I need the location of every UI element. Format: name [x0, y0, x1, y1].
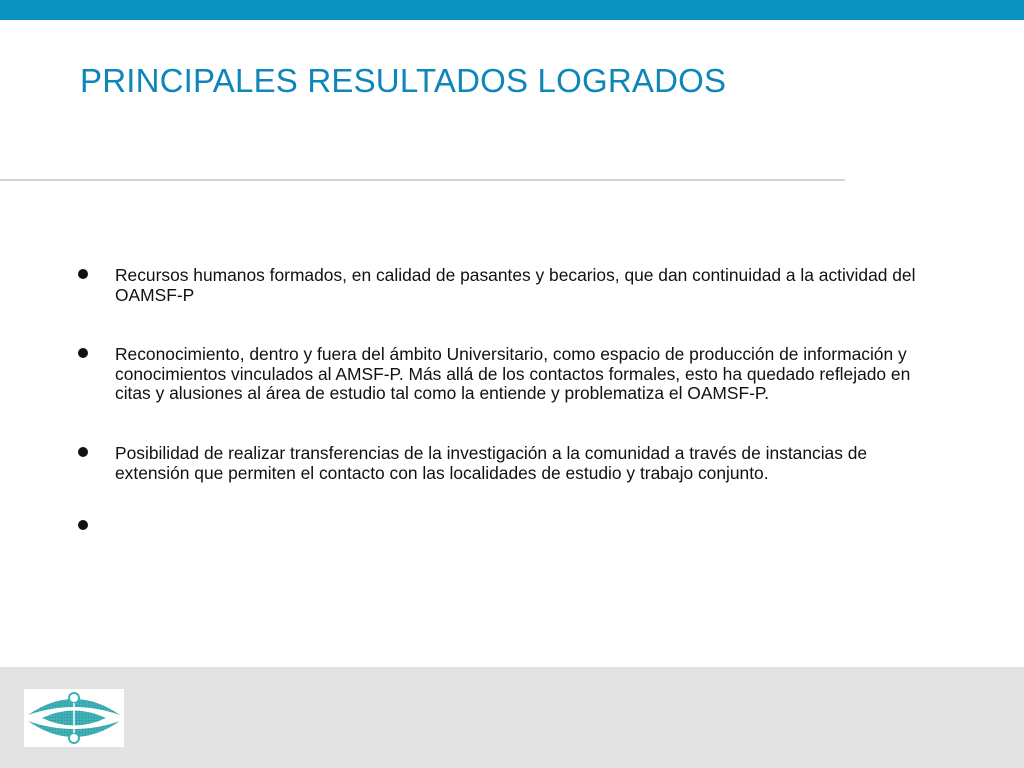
bullet-item [78, 517, 938, 537]
eye-logo-icon [24, 689, 124, 747]
bullet-item [78, 444, 938, 483]
bullet-dot-icon [78, 447, 88, 457]
title-divider [0, 179, 845, 181]
slide-title: PRINCIPALES RESULTADOS LOGRADOS [80, 62, 727, 99]
eye-logo-graphic [24, 689, 124, 747]
bullet-dot-icon [78, 269, 88, 279]
bullet-text: Reconocimiento, dentro y fuera del ámbito Universitario, como espacio de producción de información y conocimientos vinculados al AMSF-P. Más allá de los contactos formales, esto ha quedado reflejado en citas y alusiones al área de estudio tal como la entiende y problematiza el OAMSF-P. [115, 344, 911, 404]
bullet-text: Recursos humanos formados, en calidad de pasantes y becarios, que dan continuidad a la actividad del OAMSF-P [115, 265, 916, 305]
top-accent-bar [0, 0, 1024, 20]
bullet-dot-icon [78, 348, 88, 358]
bullet-list [78, 266, 938, 537]
bullet-item [78, 266, 938, 305]
bullet-item [78, 345, 938, 404]
footer-bar [0, 667, 1024, 768]
bullet-text: Posibilidad de realizar transferencias de la investigación a la comunidad a través de instancias de extensión que permiten el contacto con las localidades de estudio y trabajo conjunto. [115, 442, 868, 483]
bullet-dot-icon [78, 520, 88, 530]
